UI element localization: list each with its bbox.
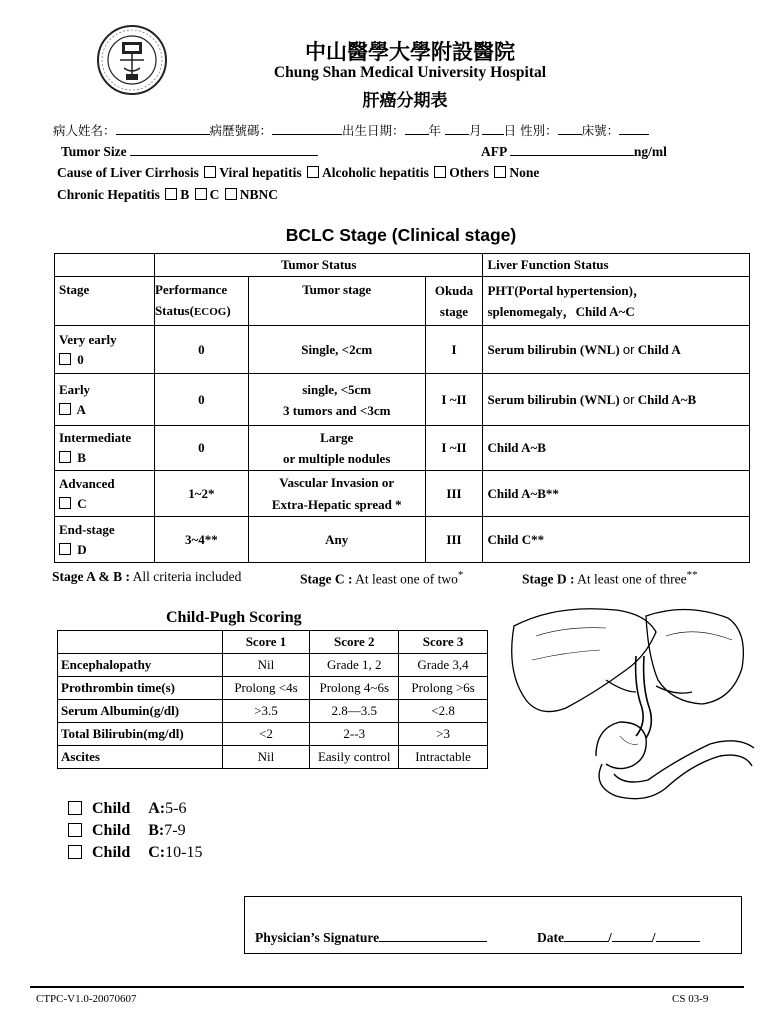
- record-number-label: 病歷號碼：: [209, 123, 273, 138]
- tumor-stage-header: [248, 277, 425, 326]
- record-number-field[interactable]: [272, 122, 342, 135]
- dob-month-field[interactable]: [445, 122, 469, 135]
- dob-day-field[interactable]: [482, 122, 504, 135]
- tumor-stage-line1: single, <5cm: [302, 381, 372, 397]
- hepatitis-b-checkbox[interactable]: [165, 188, 177, 200]
- afp-label: AFP: [481, 144, 507, 159]
- date-day-field[interactable]: [612, 929, 652, 942]
- child-class-range: 10-15: [165, 844, 203, 861]
- title-chinese: 中山醫學大學附設醫院: [305, 40, 515, 64]
- bed-label: 床號：: [581, 123, 620, 138]
- patient-name-label: 病人姓名：: [53, 123, 116, 138]
- score-2-header: Score 2: [310, 631, 399, 654]
- bclc-row-advanced: [55, 471, 750, 517]
- bclc-row-early: [55, 374, 750, 426]
- date-year-field[interactable]: [656, 929, 700, 942]
- score-3-cell: <2.8: [399, 700, 488, 723]
- tumor-stage-line2: or multiple nodules: [283, 451, 391, 466]
- liver-text-1: Serum bilirubin (WNL): [487, 391, 623, 407]
- tumor-stage-line2: 3 tumors and <3cm: [282, 402, 391, 418]
- child-pugh-row-prothrombin: [58, 677, 488, 700]
- score-2-cell: Grade 1, 2: [310, 654, 399, 677]
- okuda-cell: I ~II: [425, 374, 483, 426]
- note-c-star: *: [457, 569, 464, 581]
- score-3-header: Score 3: [399, 631, 488, 654]
- score-3-cell: Grade 3,4: [399, 654, 488, 677]
- score-1-cell: >3.5: [222, 700, 310, 723]
- note-ab-text: All criteria included: [130, 569, 242, 584]
- child-c-checkbox[interactable]: [68, 845, 82, 859]
- stage-code: C: [77, 495, 87, 511]
- stage-b-checkbox[interactable]: [59, 451, 71, 463]
- performance-cell: 3~4**: [154, 517, 248, 563]
- criterion-label: Total Bilirubin(mg/dl): [58, 723, 223, 746]
- stage-code: 0: [77, 351, 84, 367]
- child-pugh-row-encephalopathy: [58, 654, 488, 677]
- stage-name: Very early: [59, 331, 117, 347]
- stage-code: B: [77, 450, 86, 465]
- bclc-row-very-early: [55, 326, 750, 374]
- others-label: Others: [449, 165, 489, 180]
- afp-field[interactable]: [510, 143, 634, 156]
- stage-cell: [55, 374, 155, 426]
- score-2-cell: Easily control: [310, 746, 399, 769]
- bclc-title: BCLC Stage (Clinical stage): [285, 225, 517, 245]
- performance-cell: 1~2*: [154, 471, 248, 517]
- title-english: Chung Shan Medical University Hospital: [273, 64, 547, 81]
- bclc-table: [54, 253, 750, 563]
- chronic-hepatitis-label: Chronic Hepatitis: [57, 187, 160, 202]
- child-class-code: B:: [148, 822, 165, 839]
- hepatitis-c-label: C: [209, 187, 220, 202]
- stage-c-checkbox[interactable]: [59, 497, 71, 509]
- afp-unit: ng/ml: [633, 144, 667, 159]
- bclc-row-end-stage: [55, 517, 750, 563]
- year-label: 年: [428, 123, 442, 138]
- stage-d-checkbox[interactable]: [59, 543, 71, 555]
- subtitle-chinese: 肝癌分期表: [362, 91, 448, 111]
- criterion-label: Encephalopathy: [58, 654, 223, 677]
- score-2-cell: 2.8—3.5: [310, 700, 399, 723]
- bclc-empty-cell: [55, 254, 155, 277]
- tumor-status-header: Tumor Status: [154, 254, 483, 277]
- stage-name: Early: [59, 381, 91, 397]
- tumor-stage-cell: [248, 471, 425, 517]
- stage-option: [59, 400, 150, 420]
- note-c-text: At least one of two: [352, 571, 458, 587]
- performance-header-close: ): [226, 303, 231, 318]
- criterion-label: Ascites: [58, 746, 223, 769]
- tumor-stage-cell: [248, 426, 425, 471]
- viral-hepatitis-label: Viral hepatitis: [219, 165, 302, 180]
- okuda-header-line2: stage: [439, 304, 469, 319]
- stage-notes: [52, 569, 241, 585]
- score-3-cell: >3: [399, 723, 488, 746]
- footer-form-code: CS 03-9: [672, 993, 709, 1005]
- alcoholic-hepatitis-checkbox[interactable]: [307, 166, 319, 178]
- liver-text-1: Child A~B: [487, 440, 546, 455]
- date-row: Date / /: [537, 929, 700, 946]
- liver-or: or: [622, 391, 635, 407]
- alcoholic-hepatitis-label: Alcoholic hepatitis: [322, 165, 429, 180]
- stage-cell: [55, 517, 155, 563]
- hepatitis-b-label: B: [180, 187, 190, 202]
- liver-text-1: Child A~B**: [487, 485, 559, 501]
- footer-rule: [30, 986, 744, 988]
- nbnc-label: NBNC: [239, 187, 279, 202]
- note-d-label: Stage D :: [522, 571, 575, 587]
- child-class-code: A:: [148, 800, 166, 817]
- liver-function-header: Liver Function Status: [483, 254, 750, 277]
- score-1-cell: <2: [222, 723, 310, 746]
- stage-code: D: [77, 541, 87, 557]
- tumor-stage-line1: Vascular Invasion or: [279, 474, 395, 490]
- criterion-label: Serum Albumin(g/dl): [58, 700, 223, 723]
- tumor-size-label: Tumor Size: [61, 144, 127, 159]
- tumor-stage-line1: Large: [320, 430, 354, 445]
- date-label: Date: [537, 930, 564, 945]
- tumor-stage-header-text: Tumor stage: [302, 282, 372, 297]
- tumor-stage-cell: [248, 374, 425, 426]
- child-class-a: [68, 800, 186, 818]
- physician-signature-field[interactable]: [379, 929, 487, 942]
- liver-cell: [483, 471, 750, 517]
- okuda-header: [425, 277, 483, 326]
- liver-text-1: Child C**: [487, 531, 545, 547]
- stage-c-note: [300, 569, 463, 588]
- tumor-stage-text: Any: [325, 531, 349, 547]
- nbnc-checkbox[interactable]: [225, 188, 237, 200]
- footer-form-version: CTPC-V1.0-20070607: [36, 993, 137, 1005]
- okuda-cell: III: [425, 517, 483, 563]
- note-d-text: At least one of three: [574, 571, 687, 587]
- child-a-checkbox[interactable]: [68, 801, 82, 815]
- liver-cell: [483, 374, 750, 426]
- okuda-cell: III: [425, 471, 483, 517]
- okuda-cell: I ~II: [425, 426, 483, 471]
- stage-option: [59, 494, 150, 514]
- viral-hepatitis-checkbox[interactable]: [204, 166, 216, 178]
- liver-or: or: [622, 341, 635, 357]
- stage-option: [59, 540, 150, 560]
- child-pugh-title: Child-Pugh Scoring: [166, 609, 302, 626]
- stage-cell: [55, 426, 155, 471]
- note-c-label: Stage C :: [300, 571, 353, 587]
- score-2-cell: Prolong 4~6s: [310, 677, 399, 700]
- tumor-stage-line2: Extra-Hepatic spread *: [271, 496, 402, 512]
- okuda-cell: I: [425, 326, 483, 374]
- hepatitis-c-checkbox[interactable]: [195, 188, 207, 200]
- child-pugh-row-albumin: [58, 700, 488, 723]
- child-class-code: C:: [148, 844, 166, 861]
- day-label: 日: [503, 123, 517, 138]
- none-checkbox[interactable]: [494, 166, 506, 178]
- score-3-cell: Prolong >6s: [399, 677, 488, 700]
- child-class-range: 7-9: [164, 822, 186, 839]
- performance-header-line1: Performance: [154, 282, 228, 297]
- stage-option: [59, 350, 150, 370]
- liver-cell: [483, 326, 750, 374]
- bed-field[interactable]: [619, 122, 649, 135]
- stage-cell: [55, 326, 155, 374]
- score-1-cell: Nil: [222, 746, 310, 769]
- child-label: Child: [92, 822, 131, 839]
- patient-name-field[interactable]: [116, 122, 210, 135]
- patient-info-line: [53, 121, 649, 139]
- physician-signature-label: Physician’s Signature: [255, 930, 380, 945]
- child-class-range: 5-6: [165, 800, 187, 817]
- child-class-c: [68, 844, 202, 862]
- stage-d-note: [522, 569, 698, 588]
- child-pugh-row-ascites: [58, 746, 488, 769]
- stage-cell: [55, 471, 155, 517]
- child-class-b: [68, 822, 186, 840]
- stage-option: [59, 448, 150, 468]
- tumor-stage-cell: [248, 517, 425, 563]
- performance-cell: 0: [154, 374, 248, 426]
- note-ab-label: Stage A & B :: [52, 569, 131, 584]
- liver-cell: [483, 426, 750, 471]
- tumor-size-row: [61, 143, 318, 160]
- score-2-cell: 2--3: [310, 723, 399, 746]
- liver-text-2: Child A: [634, 341, 681, 357]
- child-pugh-header-row: [58, 631, 488, 654]
- child-pugh-table: [57, 630, 488, 769]
- score-3-cell: Intractable: [399, 746, 488, 769]
- stage-header: [55, 277, 155, 326]
- stage-header-text: Stage: [59, 282, 90, 297]
- bclc-row-intermediate: [55, 426, 750, 471]
- tumor-stage-text: Single, <2cm: [301, 341, 373, 357]
- others-checkbox[interactable]: [434, 166, 446, 178]
- stage-name: Advanced: [59, 475, 115, 491]
- stage-a-checkbox[interactable]: [59, 403, 71, 415]
- stage-code: A: [76, 401, 86, 417]
- note-d-star: **: [686, 569, 698, 581]
- sex-label: 性別：: [520, 123, 558, 138]
- performance-cell: 0: [154, 326, 248, 374]
- performance-header-line2: [155, 300, 244, 323]
- score-1-cell: Prolong <4s: [222, 677, 310, 700]
- performance-header-ecog: ECOG: [193, 306, 227, 318]
- child-pugh-empty-cell: [58, 631, 223, 654]
- score-1-header: Score 1: [222, 631, 310, 654]
- month-label: 月: [469, 123, 482, 138]
- tumor-stage-cell: [248, 326, 425, 374]
- sex-field[interactable]: [558, 122, 582, 135]
- cirrhosis-label: Cause of Liver Cirrhosis: [57, 165, 199, 180]
- okuda-header-line1: Okuda: [434, 283, 474, 298]
- chronic-hepatitis-row: [57, 187, 278, 203]
- score-1-cell: Nil: [222, 654, 310, 677]
- liver-text-2: Child A~B: [634, 391, 697, 407]
- liver-cell: [483, 517, 750, 563]
- child-label: Child: [92, 800, 131, 817]
- criterion-label: Prothrombin time(s): [58, 677, 223, 700]
- performance-header-status: Status(: [154, 303, 194, 318]
- pht-header-line2: splenomegaly，Child A~C: [487, 304, 635, 319]
- tumor-size-field[interactable]: [130, 143, 318, 156]
- stage-0-checkbox[interactable]: [59, 353, 71, 365]
- performance-header: [154, 277, 248, 326]
- liver-anatomy-illustration: [496, 596, 758, 806]
- dob-label: 出生日期：: [342, 123, 405, 138]
- dob-year-field[interactable]: [405, 122, 429, 135]
- performance-cell: 0: [154, 426, 248, 471]
- signature-box: [244, 896, 742, 954]
- cirrhosis-row: [57, 165, 539, 181]
- liver-text-1: Serum bilirubin (WNL): [487, 341, 623, 357]
- afp-row: [481, 143, 667, 160]
- stage-name: Intermediate: [59, 430, 132, 445]
- child-pugh-row-bilirubin: [58, 723, 488, 746]
- child-b-checkbox[interactable]: [68, 823, 82, 837]
- pht-header: [483, 277, 750, 326]
- child-label: Child: [92, 844, 131, 861]
- pht-header-line1: PHT(Portal hypertension)，: [487, 283, 646, 298]
- none-label: None: [509, 165, 540, 180]
- stage-name: End-stage: [59, 521, 115, 537]
- physician-signature-row: [255, 929, 487, 946]
- date-month-field[interactable]: [564, 929, 608, 942]
